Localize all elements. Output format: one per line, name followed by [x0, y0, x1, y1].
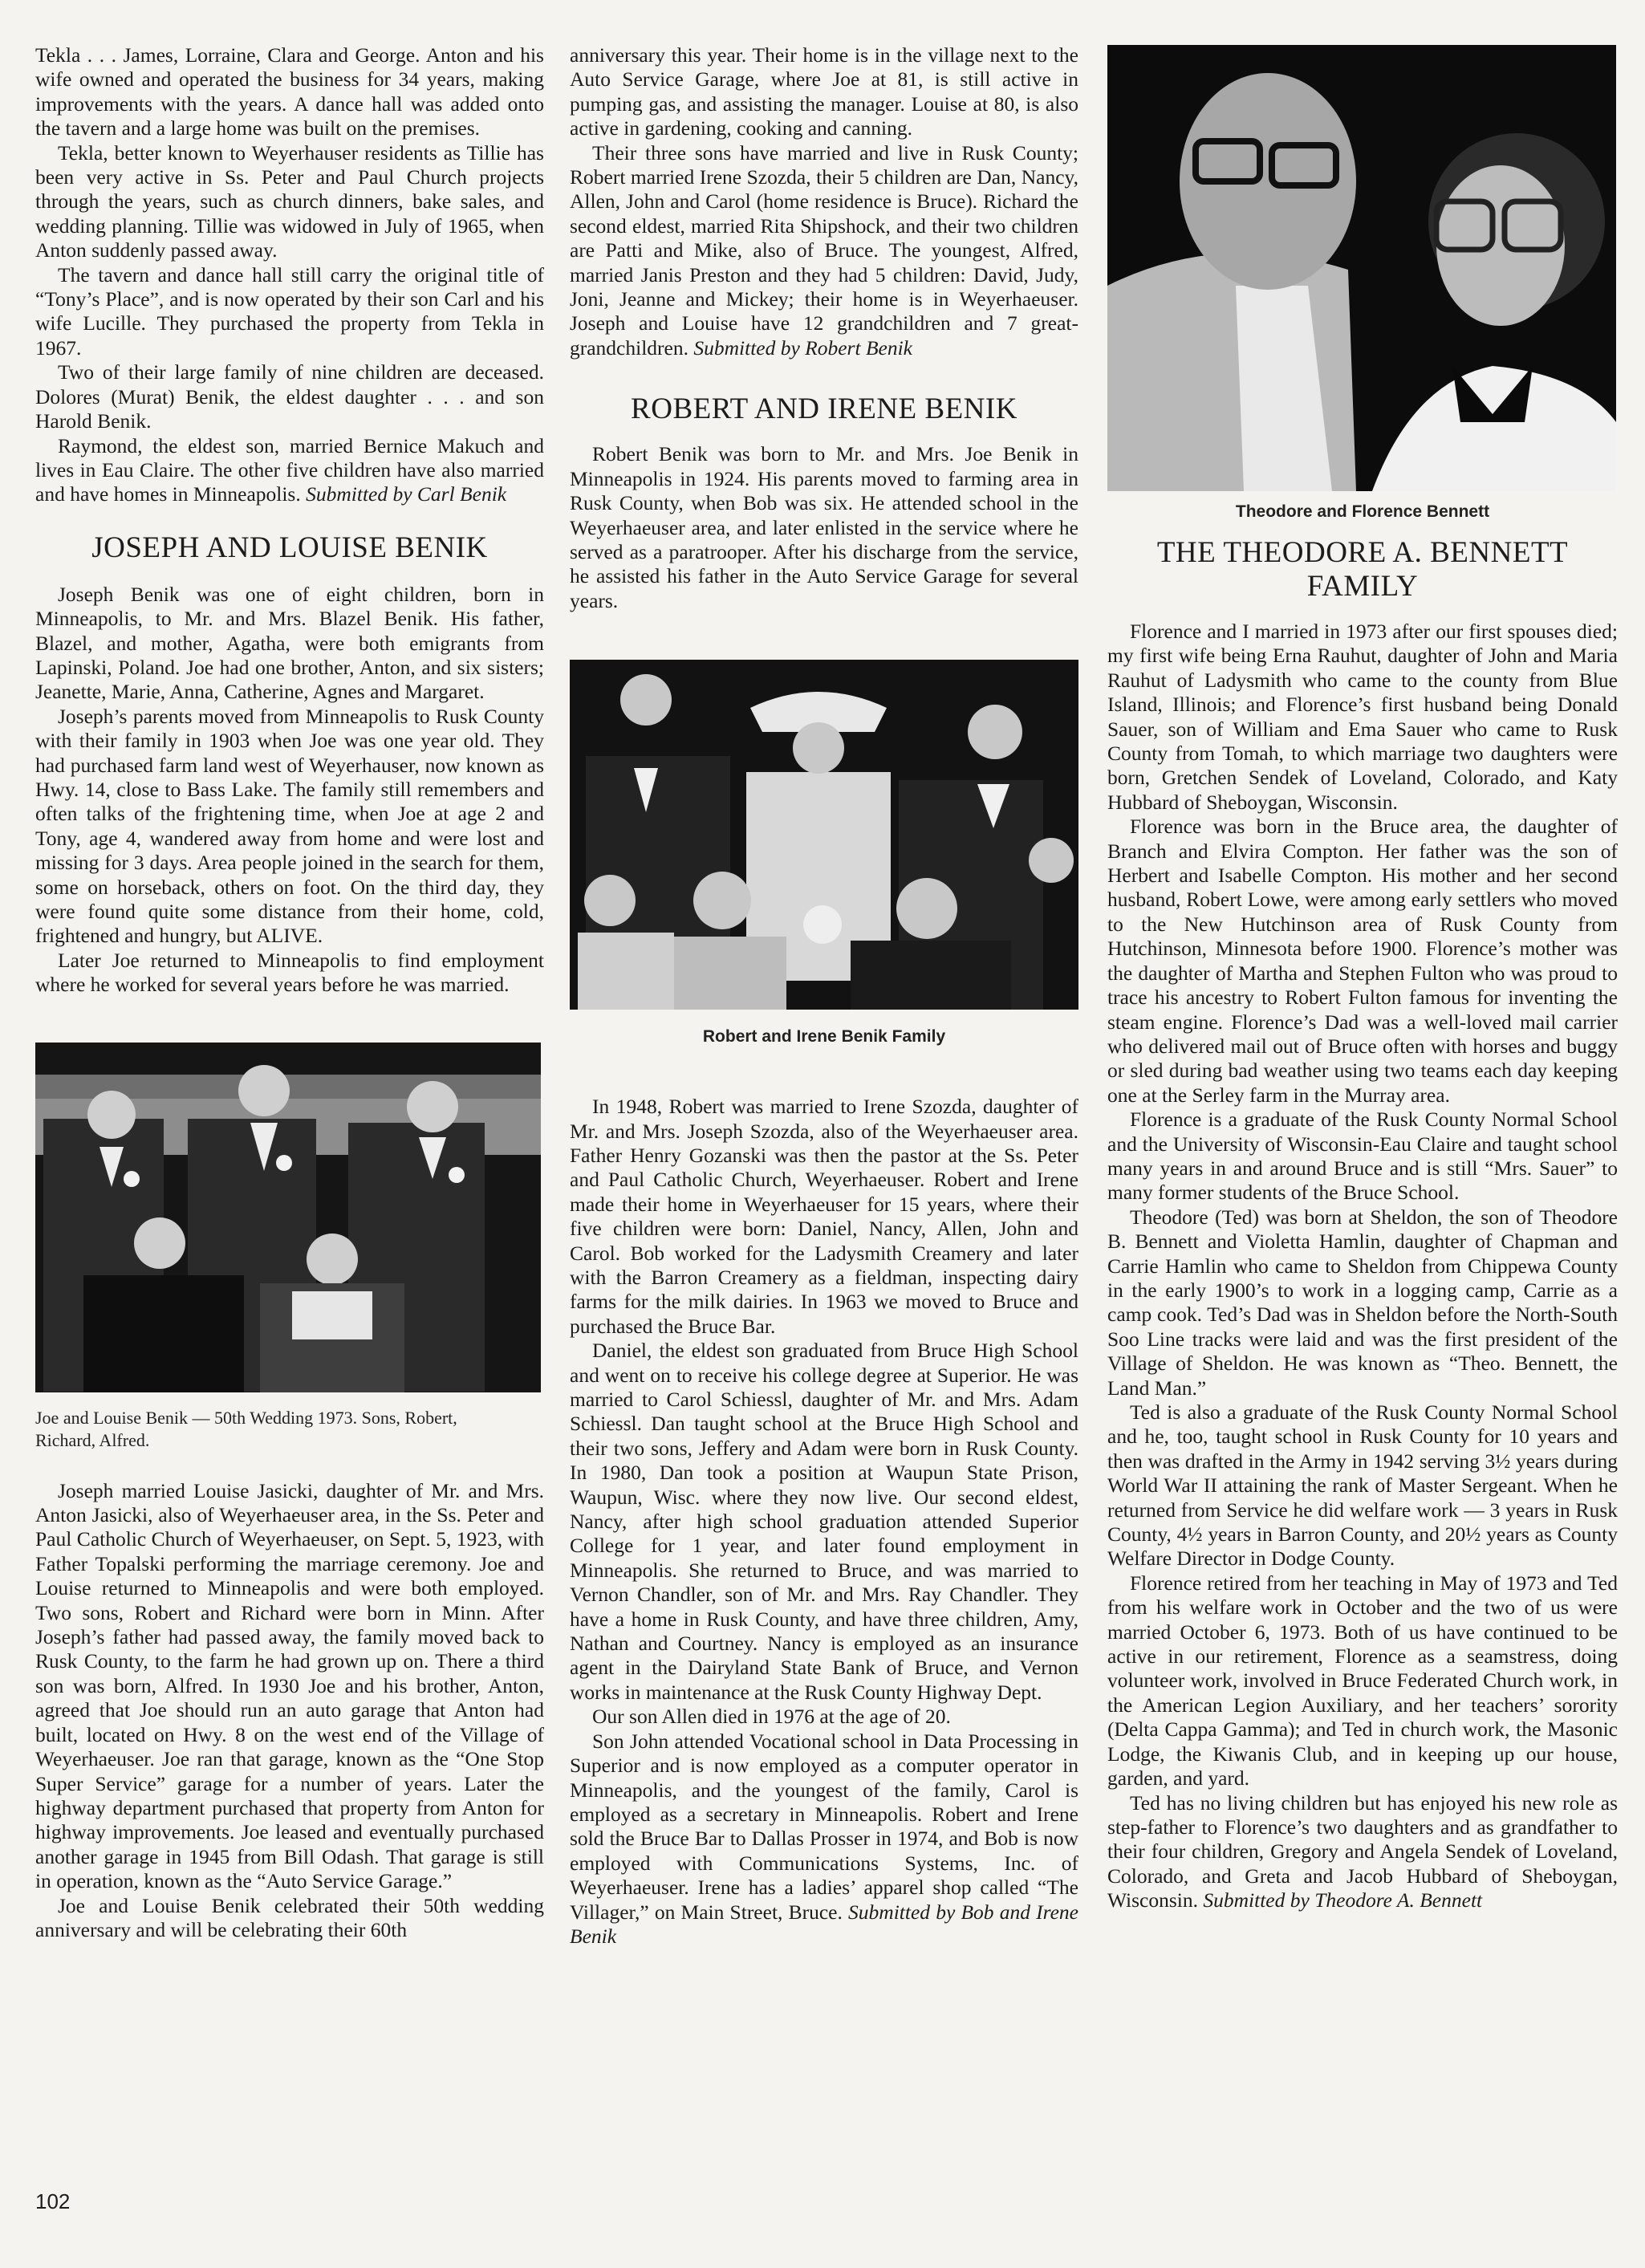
- family-photo-image: [570, 660, 1078, 1010]
- family-photo-image: [35, 1043, 541, 1392]
- paragraph: Florence and I married in 1973 after our first spouses died; my first wife being Erna Rauhut, daughter of John and Maria Rauhut of Ladysmith who came to the county from Blue Island, Illinois; and Florence’s first husband being Donald Sauer, son of William and Ema Sauer who came to Rusk County from Tomah, to which marriage two daughters were born, Gretchen Sendek of Loveland, Colorado, and Katy Hubbard of Sheboygan, Wisconsin.: [1107, 620, 1618, 814]
- page-number: 102: [35, 2189, 71, 2213]
- paragraph: Two of their large family of nine children are deceased. Dolores (Murat) Benik, the eldest daughter . . . and son Harold Benik.: [35, 360, 544, 433]
- paragraph: Tekla . . . James, Lorraine, Clara and George. Anton and his wife owned and operated the business for 34 years, making improvements with the years. A dance hall was added onto the tavern and a large home was built on the premises.: [35, 43, 544, 140]
- paragraph: [1107, 1791, 1618, 1913]
- portrait-photo-image: [1107, 45, 1616, 491]
- paragraph-text: Son John attended Vocational school in Data Processing in Superior and is now employed as a computer operator in Minneapolis, and the youngest of the family, Carol is employed as a secretary in Minneapolis. Robert and Irene sold the Bruce Bar to Dallas Prosser in 1974, and Bob is now employed with Communications Systems, Inc. of Weyerhaeuser. Irene has a ladies’ apparel shop called “The Villager,” on Main Street, Bruce.: [570, 1729, 1078, 1924]
- column-left: [35, 43, 544, 1942]
- submitted-by: Submitted by Theodore A. Bennett: [1203, 1888, 1483, 1912]
- paragraph: Ted is also a graduate of the Rusk County Normal School and he, too, taught school in Rusk County for 10 years and then was drafted in the Army in 1942 serving 3½ years during World War II attaining the rank of Master Sergeant. When he returned from Service he did welfare work — 3 years in Rusk County, 4½ years in Barron County, and 20½ years as County Welfare Director in Dodge County.: [1107, 1400, 1618, 1571]
- paragraph: Joe and Louise Benik celebrated their 50th wedding anniversary and will be celebrating their 60th: [35, 1893, 544, 1941]
- paragraph: Joseph Benik was one of eight children, born in Minneapolis, to Mr. and Mrs. Blazel Benik. His father, Blazel, and mother, Agatha, were both emigrants from Lapinski, Poland. Joe had one brother, Anton, and six sisters; Jeanette, Marie, Anna, Catherine, Agnes and Margaret.: [35, 582, 544, 704]
- paragraph: Florence retired from her teaching in May of 1973 and Ted from his welfare work in October and the two of us were married October 6, 1973. Both of us have continued to be active in our retirement, Florence as a seamstress, doing volunteer work, involved in Bruce Federated Church work, in the American Legion Auxiliary, and her teachers’ sorority (Delta Cappa Gamma); and Ted in church work, the Masonic Lodge, the Kiwanis Club, and in keeping up our house, garden, and yard.: [1107, 1571, 1618, 1790]
- paragraph-text: Their three sons have married and live in Rusk County; Robert married Irene Szozda, their 5 children are Dan, Nancy, Allen, John and Carol (home residence is Bruce). Richard the second eldest, married Rita Shipshock, and their two children are Patti and Mike, also of Bruce. The youngest, Alfred, married Janis Preston and they had 5 children: David, Judy, Joni, Jeanne and Mickey; their home is in Weyerhaeuser. Joseph and Louise have 12 grandchildren and 7 great-grandchildren.: [570, 140, 1078, 360]
- section-heading: ROBERT AND IRENE BENIK: [631, 392, 1017, 426]
- photo-robert-irene-benik-family: [570, 660, 1078, 1010]
- paragraph: Later Joe returned to Minneapolis to find employment where he worked for several years before he was married.: [35, 948, 544, 997]
- paragraph: Joseph married Louise Jasicki, daughter of Mr. and Mrs. Anton Jasicki, also of Weyerhaeuser area, in the Ss. Peter and Paul Catholic Church of Weyerhaeuser, on Sept. 5, 1923, with Father Topalski performing the marriage ceremony. Joe and Louise returned to Minneapolis and were both employed. Two sons, Robert and Richard were born in Minn. After Joseph’s father had passed away, the family moved back to Rusk County, to the farm he had grown up on. There a third son was born, Alfred. In 1930 Joe and his brother, Anton, agreed that Joe should run an auto garage that Anton had built, located on Hwy. 8 on the west end of the Village of Weyerhaeuser. Joe ran that garage, known as the “One Stop Super Service” garage for a number of years. Later the highway department purchased that property from Anton for highway improvements. Joe leased and eventually purchased another garage in 1945 from Bill Odash. That garage is still in operation, known as the “Auto Service Garage.”: [35, 1478, 544, 1893]
- paragraph-text: Ted has no living children but has enjoyed his new role as step-father to Florence’s two daughters and as grandfather to their four children, Gregory and Angela Sendek of Loveland, Colorado, and Greta and Jacob Hubbard of Sheboygan, Wisconsin.: [1107, 1790, 1618, 1912]
- paragraph: Florence was born in the Bruce area, the daughter of Branch and Elvira Compton. Her father was the son of Herbert and Isabelle Compton. His mother and her second husband, Robert Lowe, were among early settlers who moved to the New Hutchinson area of Rusk County from Hutchinson, Minnesota before 1900. Florence’s mother was the daughter of Martha and Stephen Fulton who was proud to trace his ancestry to Robert Fulton famous for inventing the steam engine. Florence’s Dad was a well-loved mail carrier who delivered mail out of Bruce often with horses and buggy or sled during bad weather using two teams each day keeping one at the Serley farm in the Murray area.: [1107, 815, 1618, 1107]
- submitted-by: Submitted by Carl Benik: [306, 482, 507, 506]
- paragraph-text: Raymond, the eldest son, married Bernice Makuch and lives in Eau Claire. The other five children have also married and have homes in Minneapolis.: [35, 433, 544, 506]
- submitted-by: Submitted by Robert Benik: [693, 335, 912, 360]
- column-right: [1107, 45, 1618, 1913]
- photo-theodore-florence-bennett: [1107, 45, 1616, 491]
- photo-caption: Joe and Louise Benik — 50th Wedding 1973. Sons, Robert, Richard, Alfred.: [35, 1407, 457, 1450]
- paragraph: Robert Benik was born to Mr. and Mrs. Joe Benik in Minneapolis in 1924. His parents moved to farming area in Rusk County, when Bob was six. He attended school in the Weyerhaeuser area, and later enlisted in the service where he served as a paratrooper. After his discharge from the service, he assisted his father in the Auto Service Garage for several years.: [570, 442, 1078, 612]
- column-middle: [570, 43, 1078, 1949]
- paragraph: Tekla, better known to Weyerhauser residents as Tillie has been very active in Ss. Peter and Paul Church projects through the years, such as church dinners, bake sales, and wedding planning. Tillie was widowed in July of 1965, when Anton suddenly passed away.: [35, 140, 544, 262]
- paragraph: Florence is a graduate of the Rusk County Normal School and the University of Wisconsin-Eau Claire and taught school many years in and around Bruce and is still “Mrs. Sauer” to many former students of the Bruce School.: [1107, 1108, 1618, 1205]
- paragraph: [35, 434, 544, 507]
- paragraph: Joseph’s parents moved from Minneapolis to Rusk County with their family in 1903 when Joe was one year old. They had purchased farm land west of Weyerhauser, now known as Hwy. 14, close to Bass Lake. The family still remembers and often talks of the frightening time, when Joe at age 2 and Tony, age 4, wandered away from home and were lost and missing for 3 days. Area people joined in the search for them, some on horseback, others on foot. On the third day, they were found quite some distance from their home, cold, frightened and hungry, but ALIVE.: [35, 704, 544, 948]
- submitted-by: Submitted by Bob and Irene Benik: [570, 1900, 1078, 1948]
- paragraph: [570, 1729, 1078, 1949]
- section-heading: JOSEPH AND LOUISE BENIK: [91, 530, 488, 564]
- paragraph: The tavern and dance hall still carry the original title of “Tony’s Place”, and is now operated by their son Carl and his wife Lucille. They purchased the property from Tekla in 1967.: [35, 262, 544, 360]
- photo-caption: Robert and Irene Benik Family: [702, 1027, 946, 1047]
- paragraph: Daniel, the eldest son graduated from Bruce High School and went on to receive his college degree at Superior. He was married to Carol Schiessl, daughter of Mr. and Mrs. Adam Schiessl. Dan taught school at the Bruce High School and their two sons, Jeffery and Adam were born in Rusk County. In 1980, Dan took a position at Waupun State Prison, Waupun, Wisc. where they now live. Our second eldest, Nancy, after high school graduation attended Superior College for 1 year, and later found employment in Minneapolis. She returned to Bruce, and was married to Vernon Chandler, son of Mr. and Mrs. Ray Chandler. They have a home in Rusk County, and have three children, Amy, Nathan and Courtney. Nancy is employed as an insurance agent in the Dairyland State Bank of Bruce, and Vernon works in maintenance at the Rusk County Highway Dept.: [570, 1339, 1078, 1704]
- paragraph: anniversary this year. Their home is in the village next to the Auto Service Garage, where Joe at 81, is still active in pumping gas, and assisting the manager. Louise at 80, is also active in gardening, cooking and canning.: [570, 43, 1078, 140]
- paragraph: In 1948, Robert was married to Irene Szozda, daughter of Mr. and Mrs. Joseph Szozda, also of the Weyerhaeuser area. Father Henry Gozanski was then the pastor at the Ss. Peter and Paul Catholic Church, Weyerhaeuser. Robert and Irene made their home in Weyerhaeuser for 15 years, where their five children were born: Daniel, Nancy, Allen, John and Carol. Bob worked for the Ladysmith Creamery and later with the Barron Creamery as a fieldman, inspecting dairy farms for the milk dairies. In 1963 we moved to Bruce and purchased the Bruce Bar.: [570, 1095, 1078, 1338]
- paragraph: [570, 141, 1078, 361]
- section-heading: THE THEODORE A. BENNETT FAMILY: [1156, 536, 1569, 603]
- paragraph: Theodore (Ted) was born at Sheldon, the son of Theodore B. Bennett and Violetta Hamlin, daughter of Chapman and Carrie Hamlin who came to Sheldon from Chippewa County in the early 1900’s to work in a logging camp, Carrie as a camp cook. Ted’s Dad was in Sheldon before the North-South Soo Line tracks were laid and was the first president of the Village of Sheldon. He was known as “Theo. Bennett, the Land Man.”: [1107, 1205, 1618, 1400]
- photo-joe-louise-benik: [35, 1043, 541, 1392]
- photo-caption: Theodore and Florence Bennett: [1235, 502, 1490, 521]
- paragraph: Our son Allen died in 1976 at the age of 20.: [592, 1705, 951, 1729]
